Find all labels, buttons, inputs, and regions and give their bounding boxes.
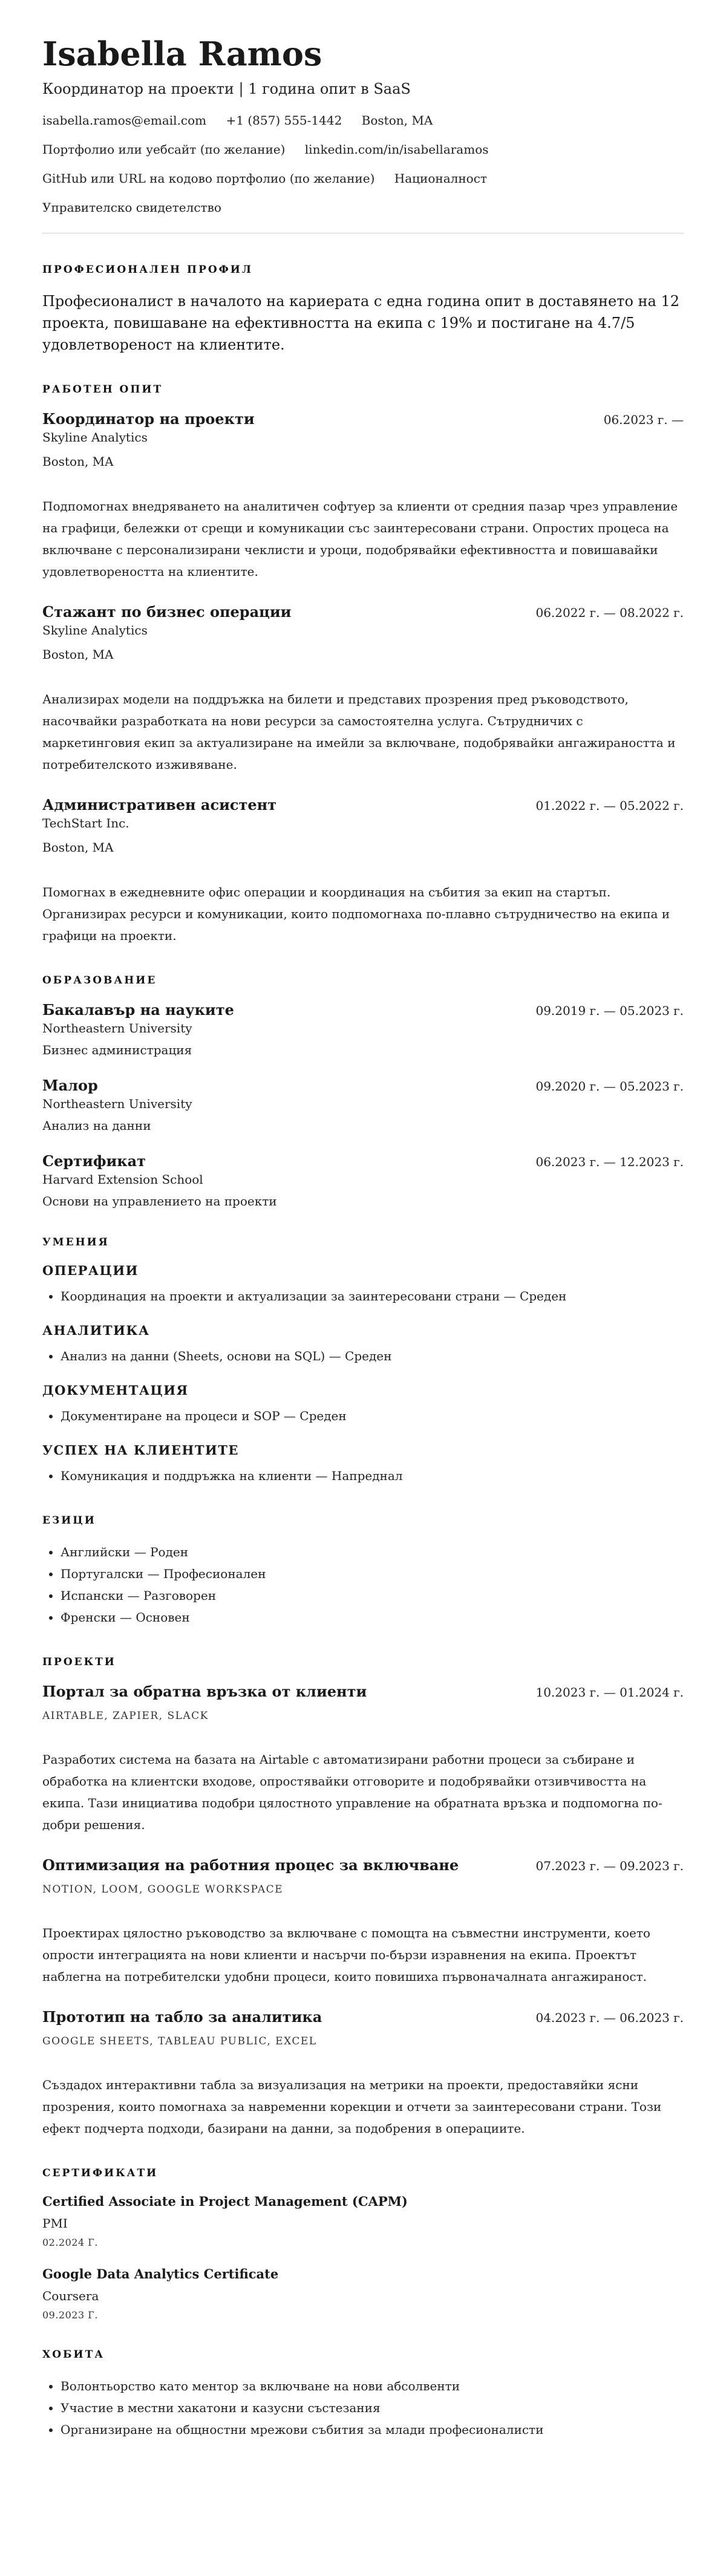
degree-date: 09.2019 г. — 05.2023 г. bbox=[535, 1003, 684, 1019]
experience-entry bbox=[42, 410, 684, 582]
section-title: ЕЗИЦИ bbox=[42, 1515, 96, 1527]
languages-section bbox=[42, 1515, 684, 1628]
job-date: 06.2022 г. — 08.2022 г. bbox=[535, 605, 684, 621]
job-company: TechStart Inc. bbox=[42, 816, 129, 831]
degree-date: 09.2020 г. — 05.2023 г. bbox=[535, 1079, 684, 1094]
skill-item: • Документиране на процеси и SOP — Среден bbox=[60, 1405, 684, 1427]
entry-head bbox=[42, 2008, 684, 2026]
contact-line-4 bbox=[42, 200, 684, 215]
linkedin-link[interactable]: linkedin.com/in/isabellaramos bbox=[304, 142, 489, 157]
section-title: ПРОФЕСИОНАЛЕН ПРОФИЛ bbox=[42, 264, 253, 276]
job-location: Boston, MA bbox=[42, 647, 114, 662]
hobby-list bbox=[42, 2375, 684, 2441]
skill-category: АНАЛИТИКА bbox=[42, 1323, 150, 1339]
skill-group bbox=[42, 1383, 684, 1427]
project-entry bbox=[42, 1856, 684, 1987]
section-title: РАБОТЕН ОПИТ bbox=[42, 383, 163, 396]
degree-field: Анализ на данни bbox=[42, 1118, 151, 1133]
section-title: УМЕНИЯ bbox=[42, 1236, 110, 1249]
skill-item: • Комуникация и поддръжка на клиенти — Напреднал bbox=[60, 1465, 684, 1487]
work-permit-text: Управителско свидетелство bbox=[42, 200, 221, 215]
section-title: ПРОЕКТИ bbox=[42, 1656, 116, 1669]
section-title: ХОБИТА bbox=[42, 2349, 105, 2361]
contact-line-2 bbox=[42, 142, 684, 157]
education-entry bbox=[42, 1001, 684, 1057]
project-tech: NOTION, LOOM, GOOGLE WORKSPACE bbox=[42, 1883, 284, 1896]
job-title: Административен асистент bbox=[42, 796, 277, 814]
project-title: Оптимизация на работния процес за включване bbox=[42, 1856, 459, 1874]
profile-section bbox=[42, 264, 684, 356]
certificate-date: 09.2023 Г. bbox=[42, 2309, 98, 2321]
entry-head bbox=[42, 1001, 684, 1019]
entry-head bbox=[42, 796, 684, 814]
entry-head bbox=[42, 410, 684, 428]
project-tech: AIRTABLE, ZAPIER, SLACK bbox=[42, 1710, 209, 1723]
section-title: СЕРТИФИКАТИ bbox=[42, 2167, 159, 2180]
hobby-item: • Организиране на общностни мрежови събития за млади професионалисти bbox=[60, 2419, 684, 2441]
skill-list bbox=[42, 1465, 684, 1487]
experience-section bbox=[42, 383, 684, 947]
certificate-title: Certified Associate in Project Management (CAPM) bbox=[42, 2194, 408, 2209]
hobby-item: • Участие в местни хакатони и казусни състезания bbox=[60, 2397, 684, 2419]
experience-entry bbox=[42, 603, 684, 775]
certificate-issuer: PMI bbox=[42, 2216, 68, 2231]
email-link[interactable]: isabella.ramos@email.com bbox=[42, 113, 207, 128]
certificate-date: 02.2024 Г. bbox=[42, 2237, 98, 2249]
certificate-entry bbox=[42, 2194, 684, 2248]
degree-title: Бакалавър на науките bbox=[42, 1001, 234, 1019]
profile-summary: Професионалист в началото на кариерата с една година опит в доставянето на 12 проекта, повишаване на ефективността на екипа с 19% и постигане на 4.7/5 удовлетвореност на клиентите. bbox=[42, 293, 680, 354]
contact-line-1 bbox=[42, 113, 684, 128]
school-name: Harvard Extension School bbox=[42, 1172, 203, 1187]
job-description: Помогнах в ежедневните офис операции и координация на събития за екип на стартъп. Организирах ресурси и комуникации, които подпомогнаха по-плавно сътрудничество на екипа и графици на проекти. bbox=[42, 885, 670, 944]
nationality-text: Националност bbox=[394, 171, 487, 186]
job-description: Подпомогнах внедряването на аналитичен софтуер за клиенти от средния пазар чрез управление на графици, бележки от срещи и комуникации със заинтересовани страни. Опростих процеса на включване с персонализирани чеклисти и уроци, подобрявайки ефективността и повишавайки удовлетвореността на клиентите. bbox=[42, 499, 678, 579]
education-section bbox=[42, 974, 684, 1208]
skill-category: УСПЕХ НА КЛИЕНТИТЕ bbox=[42, 1443, 239, 1458]
hobbies-section bbox=[42, 2349, 684, 2441]
projects-section bbox=[42, 1656, 684, 2139]
certificate-title: Google Data Analytics Certificate bbox=[42, 2266, 279, 2282]
skill-group bbox=[42, 1443, 684, 1487]
project-title: Прототип на табло за аналитика bbox=[42, 2008, 322, 2026]
degree-field: Бизнес администрация bbox=[42, 1043, 192, 1058]
skill-list bbox=[42, 1285, 684, 1307]
candidate-name: Isabella Ramos bbox=[42, 34, 322, 73]
entry-head bbox=[42, 1152, 684, 1170]
skill-group bbox=[42, 1323, 684, 1367]
project-title: Портал за обратна връзка от клиенти bbox=[42, 1683, 367, 1701]
location-text: Boston, MA bbox=[361, 113, 433, 128]
project-description: Разработих система на базата на Airtable с автоматизирани работни процеси за събиране и обработка на клиентски входове, опростявайки отговорите и подобрявайки отзивчивостта на екипа. Тази инициатива подобри цялостното управление на обратната връзка и подпомогна по-добри решения. bbox=[42, 1752, 662, 1833]
candidate-subtitle: Координатор на проекти | 1 година опит в SaaS bbox=[42, 80, 411, 98]
school-name: Northeastern University bbox=[42, 1021, 192, 1036]
degree-date: 06.2023 г. — 12.2023 г. bbox=[535, 1155, 684, 1170]
github-link[interactable]: GitHub или URL на кодово портфолио (по желание) bbox=[42, 171, 375, 186]
project-entry bbox=[42, 2008, 684, 2139]
education-entry bbox=[42, 1152, 684, 1208]
degree-field: Основи на управлението на проекти bbox=[42, 1194, 277, 1209]
skills-section bbox=[42, 1236, 684, 1487]
project-tech: GOOGLE SHEETS, TABLEAU PUBLIC, EXCEL bbox=[42, 2035, 317, 2048]
job-date: 06.2023 г. — bbox=[603, 412, 684, 428]
project-description: Проектирах цялостно ръководство за включване с помощта на съвместни инструменти, което опрости интеграцията на нови клиенти и насърчи по-бързи изравнения на екипа. Проектът наблегна на потребителски удобни процеси, които повишиха първоначалната ангажираност. bbox=[42, 1926, 650, 1984]
skill-item: • Анализ на данни (Sheets, основи на SQL) — Среден bbox=[60, 1345, 684, 1367]
entry-head bbox=[42, 1856, 684, 1874]
project-entry bbox=[42, 1683, 684, 1836]
certificate-entry bbox=[42, 2266, 684, 2321]
job-location: Boston, MA bbox=[42, 840, 114, 855]
job-company: Skyline Analytics bbox=[42, 430, 148, 445]
language-item: • Португалски — Професионален bbox=[60, 1563, 684, 1585]
skill-list bbox=[42, 1405, 684, 1427]
degree-title: Малор bbox=[42, 1077, 98, 1095]
portfolio-link[interactable]: Портфолио или уебсайт (по желание) bbox=[42, 142, 286, 157]
skill-category: ДОКУМЕНТАЦИЯ bbox=[42, 1383, 189, 1398]
entry-head bbox=[42, 1077, 684, 1094]
skill-category: ОПЕРАЦИИ bbox=[42, 1263, 139, 1279]
project-description: Създадох интерактивни табла за визуализация на метрики на проекти, предоставяйки ясни прозрения, които помогнаха за навременни корекции и отчети за заинтересовани страни. Този ефект подчерта подходи, базирани на данни, за подобрения в операциите. bbox=[42, 2078, 662, 2136]
contact-line-3 bbox=[42, 171, 684, 186]
project-date: 07.2023 г. — 09.2023 г. bbox=[535, 1859, 684, 1874]
job-location: Boston, MA bbox=[42, 454, 114, 469]
language-item: • Френски — Основен bbox=[60, 1606, 684, 1628]
section-title: ОБРАЗОВАНИЕ bbox=[42, 974, 157, 987]
job-title: Координатор на проекти bbox=[42, 410, 255, 428]
degree-title: Сертификат bbox=[42, 1152, 146, 1170]
project-date: 10.2023 г. — 01.2024 г. bbox=[535, 1685, 684, 1700]
certificate-issuer: Coursera bbox=[42, 2289, 99, 2304]
job-company: Skyline Analytics bbox=[42, 623, 148, 638]
job-title: Стажант по бизнес операции bbox=[42, 603, 292, 621]
language-list bbox=[42, 1541, 684, 1628]
skill-group bbox=[42, 1263, 684, 1307]
school-name: Northeastern University bbox=[42, 1097, 192, 1112]
experience-entry bbox=[42, 796, 684, 947]
education-entry bbox=[42, 1077, 684, 1133]
entry-head bbox=[42, 603, 684, 621]
skill-item: • Координация на проекти и актуализации за заинтересовани страни — Среден bbox=[60, 1285, 684, 1307]
skill-list bbox=[42, 1345, 684, 1367]
language-item: • Английски — Роден bbox=[60, 1541, 684, 1563]
language-item: • Испански — Разговорен bbox=[60, 1585, 684, 1606]
project-date: 04.2023 г. — 06.2023 г. bbox=[535, 2010, 684, 2026]
hobby-item: • Волонтьорство като ментор за включване на нови абсолвенти bbox=[60, 2375, 684, 2397]
phone-text: +1 (857) 555-1442 bbox=[226, 113, 342, 128]
job-description: Анализирах модели на поддръжка на билети и представих прозрения пред ръководството, насочвайки разработката на нови ресурси за самостоятелна услуга. Сътрудничих с маркетинговия екип за актуализиране на имейли за включване, подобрявайки ангажираността и потребителското изживяване. bbox=[42, 692, 676, 772]
certificates-section bbox=[42, 2167, 684, 2321]
entry-head bbox=[42, 1683, 684, 1700]
resume-header bbox=[42, 36, 684, 233]
job-date: 01.2022 г. — 05.2022 г. bbox=[535, 798, 684, 814]
